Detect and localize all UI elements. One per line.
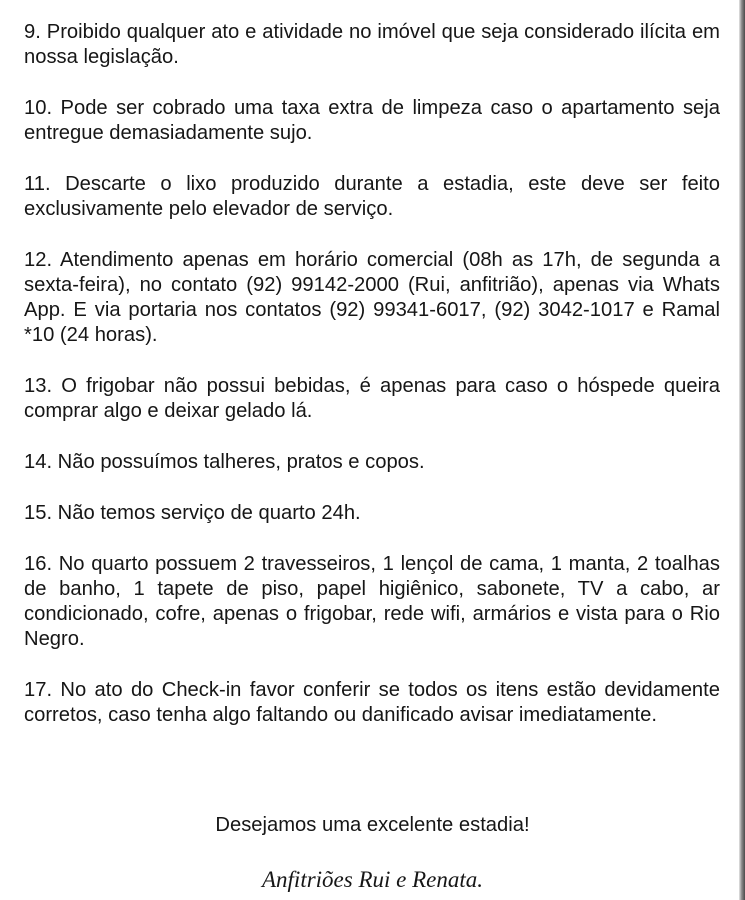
closing-message: Desejamos uma excelente estadia!	[215, 814, 530, 836]
page-edge-shadow	[739, 0, 745, 900]
rule-16: 16. No quarto possuem 2 travesseiros, 1 lençol de cama, 1 manta, 2 toalhas de banho, 1 tapete de piso, papel higiênico, sabonete, TV a cabo, ar condicionado, cofre, apenas o frigobar, rede wifi, armários e vista para o Rio Negro.	[24, 553, 720, 650]
house-rules-list	[24, 20, 720, 754]
rule-9: 9. Proibido qualquer ato e atividade no imóvel que seja considerado ilícita em nossa legislação.	[24, 21, 720, 68]
rule-13: 13. O frigobar não possui bebidas, é apenas para caso o hóspede queira comprar algo e deixar gelado lá.	[24, 375, 720, 422]
rule-11: 11. Descarte o lixo produzido durante a estadia, este deve ser feito exclusivamente pelo elevador de serviço.	[24, 173, 720, 220]
rule-14: 14. Não possuímos talheres, pratos e copos.	[24, 451, 425, 473]
rule-15: 15. Não temos serviço de quarto 24h.	[24, 502, 361, 524]
rule-17: 17. No ato do Check-in favor conferir se todos os itens estão devidamente corretos, caso tenha algo faltando ou danificado avisar imediatamente.	[24, 679, 720, 726]
host-signature: Anfitriões Rui e Renata.	[261, 867, 483, 892]
rule-12: 12. Atendimento apenas em horário comercial (08h as 17h, de segunda a sexta-feira), no contato (92) 99142-2000 (Rui, anfitrião), apenas via Whats App. E via portaria nos contatos (92) 99341-6017, (92) 3042-1017 e Ramal *10 (24 horas).	[24, 249, 720, 346]
rule-10: 10. Pode ser cobrado uma taxa extra de limpeza caso o apartamento seja entregue demasiadamente sujo.	[24, 97, 720, 144]
